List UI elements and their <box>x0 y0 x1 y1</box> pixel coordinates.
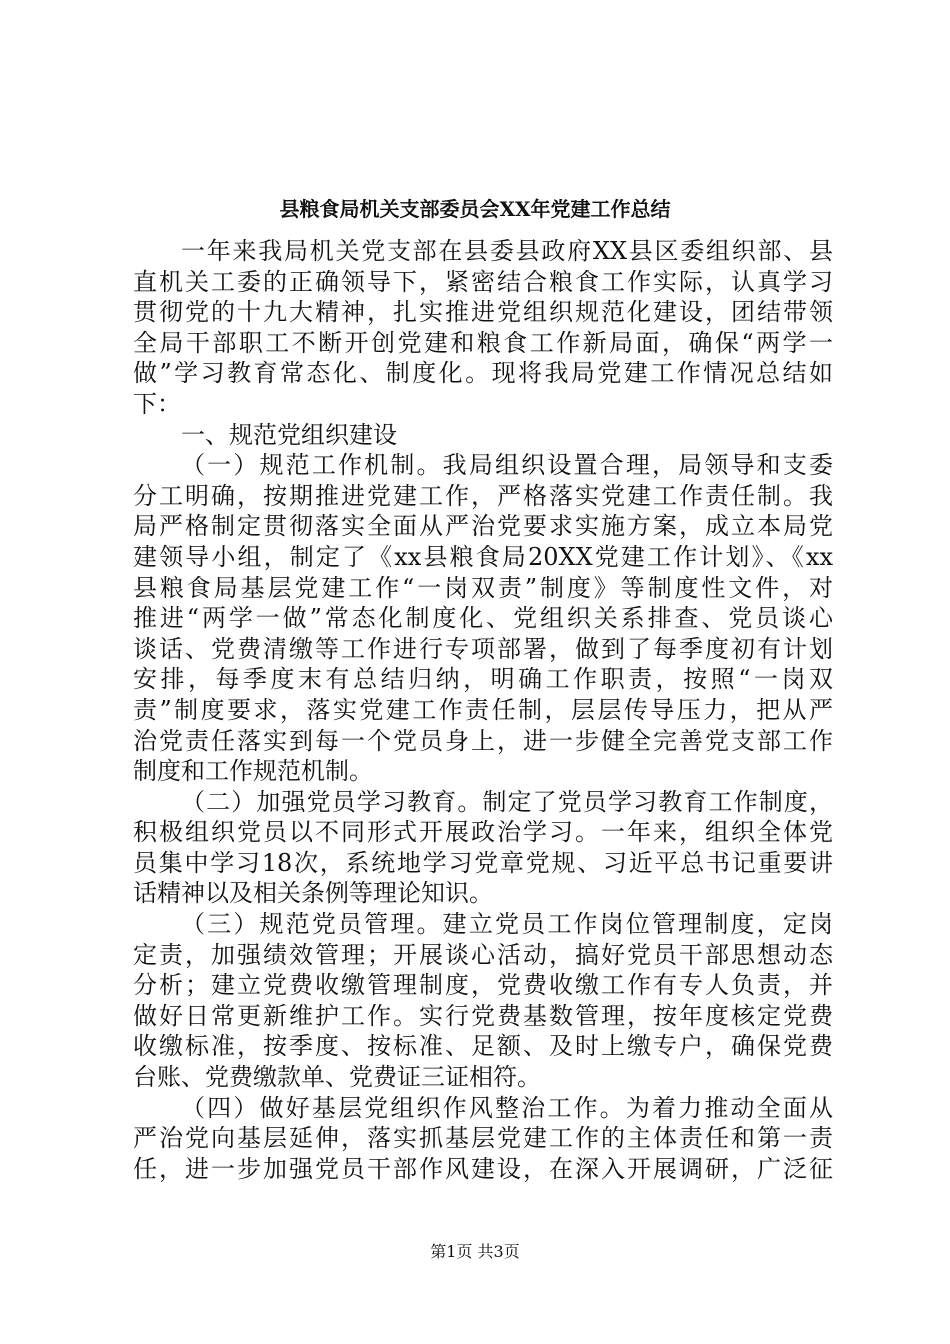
paragraph-line: 局严格制定贯彻落实全面从严治党要求实施方案，成立本局党 <box>133 512 833 541</box>
paragraph-line: 全局干部职工不断开创党建和粮食工作新局面，确保“两学一 <box>133 328 833 357</box>
paragraph-line: 分析；建立党费收缴管理制度，党费收缴工作有专人负责，并 <box>133 971 833 1000</box>
page-footer: 第1页 共3页 <box>430 1242 520 1261</box>
paragraph-line: 安排，每季度末有总结归纳，明确工作职责，按照“一岗双 <box>133 665 833 694</box>
paragraph-line: 建领导小组，制定了《xx县粮食局20XX党建工作计划》、《xx <box>133 542 833 571</box>
paragraph-line: （四）做好基层党组织作风整治工作。为着力推动全面从 <box>181 1093 833 1122</box>
paragraph-line: 贯彻党的十九大精神，扎实推进党组织规范化建设，团结带领 <box>133 298 833 327</box>
paragraph-line: 县粮食局基层党建工作“一岗双责”制度》等制度性文件，对 <box>133 573 833 602</box>
document-body <box>133 236 833 1184</box>
paragraph-line: 台账、党费缴款单、党费证三证相符。 <box>133 1063 541 1092</box>
paragraph-line: 一年来我局机关党支部在县委县政府XX县区委组织部、县 <box>181 237 833 265</box>
paragraph-line: （二）加强党员学习教育。制定了党员学习教育工作制度， <box>181 787 833 816</box>
paragraph-line: 收缴标准，按季度、按标准、足额、及时上缴专户，确保党费 <box>133 1032 833 1061</box>
paragraph-line: 话精神以及相关条例等理论知识。 <box>133 879 493 908</box>
paragraph-line: 做”学习教育常态化、制度化。现将我局党建工作情况总结如 <box>133 359 833 388</box>
paragraph-line: 做好日常更新维护工作。实行党费基数管理，按年度核定党费 <box>133 1001 833 1030</box>
paragraph-line: 员集中学习18次，系统地学习党章党规、习近平总书记重要讲 <box>133 848 833 877</box>
document-title: 县粮食局机关支部委员会XX年党建工作总结 <box>279 197 671 221</box>
paragraph-line: 责”制度要求，落实党建工作责任制，层层传导压力，把从严 <box>133 695 833 724</box>
paragraph-line: 谈话、党费清缴等工作进行专项部署，做到了每季度初有计划 <box>133 634 833 663</box>
paragraph-line: （三）规范党员管理。建立党员工作岗位管理制度，定岗 <box>181 910 833 939</box>
section-heading: 一、规范党组织建设 <box>181 420 397 449</box>
paragraph-line: 治党责任落实到每一个党员身上，进一步健全完善党支部工作 <box>133 726 833 755</box>
paragraph-line: 分工明确，按期推进党建工作，严格落实党建工作责任制。我 <box>133 481 833 510</box>
paragraph-line: 直机关工委的正确领导下，紧密结合粮食工作实际，认真学习 <box>133 267 833 296</box>
paragraph-line: 制度和工作规范机制。 <box>133 757 373 786</box>
paragraph-line: 下： <box>133 389 181 418</box>
paragraph-line: 积极组织党员以不同形式开展政治学习。一年来，组织全体党 <box>133 818 833 847</box>
paragraph-line: 严治党向基层延伸，落实抓基层党建工作的主体责任和第一责 <box>133 1124 833 1153</box>
paragraph-line: 任，进一步加强党员干部作风建设，在深入开展调研，广泛征 <box>133 1154 833 1183</box>
paragraph-line: 推进“两学一做”常态化制度化、党组织关系排查、党员谈心 <box>133 604 833 633</box>
paragraph-line: 定责，加强绩效管理；开展谈心活动，搞好党员干部思想动态 <box>133 940 833 969</box>
paragraph-line: （一）规范工作机制。我局组织设置合理，局领导和支委 <box>181 451 833 480</box>
